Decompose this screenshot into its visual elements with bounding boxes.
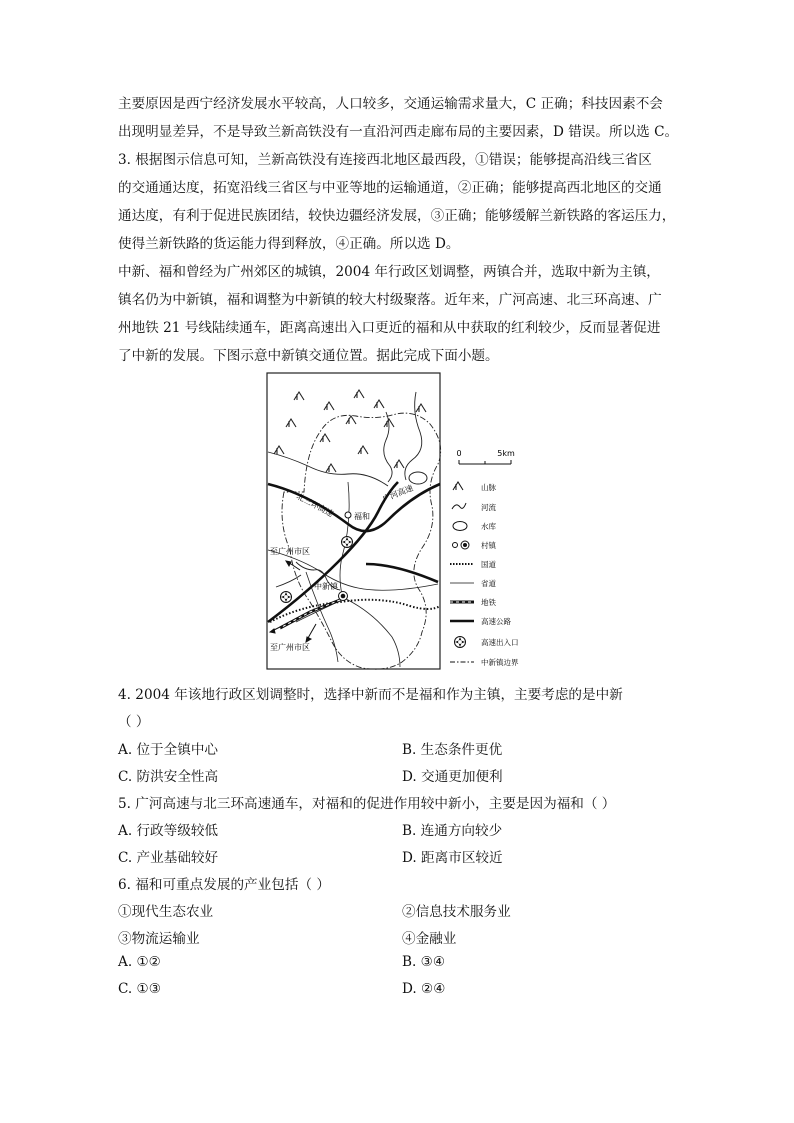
option-4b[interactable]: B. 生态条件更优 [402,742,503,758]
traffic-location-map [266,372,541,672]
option-5c[interactable]: C. 产业基础较好 [118,850,219,866]
text-line: 主要原因是西宁经济发展水平较高，人口较多，交通运输需求量大，C 正确；科技因素不会 [118,96,663,112]
legend-label: 高速出入口 [481,638,519,647]
question-4-stem: 4. 2004 年该地行政区划调整时，选择中新而不是福和作为主镇，主要考虑的是中新 [118,687,623,703]
fuhe-label: 福和 [354,512,370,521]
mountain-icon [274,390,426,472]
guanghe-highway-label: 广河高速 [381,483,415,504]
legend-label: 国道 [481,560,496,569]
village-town-icon [453,541,470,549]
question-6-item-3: ③物流运输业 [118,931,200,947]
text-line: 了中新的发展。下图示意中新镇交通位置。据此完成下面小题。 [118,348,499,364]
reservoir-icon [409,472,427,484]
legend-label: 省道 [481,579,496,588]
zhongxin-town-icon [339,592,348,601]
option-4a[interactable]: A. 位于全镇中心 [118,742,219,758]
fuhe-village-icon [345,512,351,518]
text-line: 州地铁 21 号线陆续通车，距离高速出入口更近的福和从中获取的红利较少，反而显著促进 [118,320,661,336]
question-6-item-4: ④金融业 [402,931,457,947]
option-5a[interactable]: A. 行政等级较低 [118,823,219,839]
option-6b[interactable]: B. ③④ [402,954,446,970]
legend-label: 河流 [481,503,496,512]
svg-text:5km: 5km [497,449,515,458]
north-ring-highway-label: 北三环高速 [295,491,335,519]
question-6-item-1: ①现代生态农业 [118,904,214,920]
text-line: 使得兰新铁路的货运能力得到释放，④正确。所以选 D。 [118,236,460,252]
map-legend [450,482,519,667]
reservoir-icon [453,522,467,531]
question-6-item-2: ②信息技术服务业 [402,904,511,920]
legend-label: 村镇 [481,541,496,550]
to-guangzhou-label-2: 至广州市区 [270,643,310,652]
mountain-icon [453,482,463,490]
legend-label: 山脉 [481,483,496,492]
option-5b[interactable]: B. 连通方向较少 [402,823,503,839]
river-icon [452,503,466,509]
legend-label: 水库 [481,522,496,531]
zhongxin-label: 中新镇 [314,582,338,591]
option-6d[interactable]: D. ②④ [402,981,446,997]
material-paragraph [118,258,678,370]
text-line: 出现明显差异，不是导致兰新高铁没有一直沿河西走廊布局的主要因素，D 错误。所以选 C。 [118,124,679,140]
text-line: 中新、福和曾经为广州郊区的城镇，2004 年行政区划调整，两镇合并，选取中新为主镇， [118,264,660,280]
question-4-blank: （ ） [118,714,150,730]
question-6-stem: 6. 福和可重点发展的产业包括（ ） [118,877,330,893]
map-frame [267,373,440,669]
option-6a[interactable]: A. ①② [118,954,161,970]
text-line: 镇名仍为中新镇，福和调整为中新镇的较大村级聚落。近年来，广河高速、北三环高速、广 [118,292,662,308]
legend-label: 中新镇边界 [481,658,519,667]
provincial-road-icon [268,482,438,667]
highway-exit-icon [455,637,466,648]
option-4d[interactable]: D. 交通更加便利 [402,769,503,785]
to-guangzhou-label-1: 至广州市区 [270,547,310,556]
text-line: 的交通通达度，拓宽沿线三省区与中亚等地的运输通道，②正确；能够提高西北地区的交通 [118,180,662,196]
text-line: 3. 根据图示信息可知，兰新高铁没有连接西北地区最西段，①错误；能够提高沿线三省区 [118,152,652,168]
scale-bar [456,449,515,464]
option-6c[interactable]: C. ①③ [118,981,161,997]
option-4c[interactable]: C. 防洪安全性高 [118,769,219,785]
svg-text:0: 0 [456,449,462,458]
legend-label: 地铁 [481,598,496,607]
answer-explanation [118,90,678,258]
legend-label: 高速公路 [481,617,511,626]
text-line: 通达度，有利于促进民族团结，较快边疆经济发展，③正确；能够缓解兰新铁路的客运压力， [118,208,676,224]
question-5-stem: 5. 广河高速与北三环高速通车，对福和的促进作用较中新小，主要是因为福和（ ） [118,796,616,812]
option-5d[interactable]: D. 距离市区较近 [402,850,503,866]
